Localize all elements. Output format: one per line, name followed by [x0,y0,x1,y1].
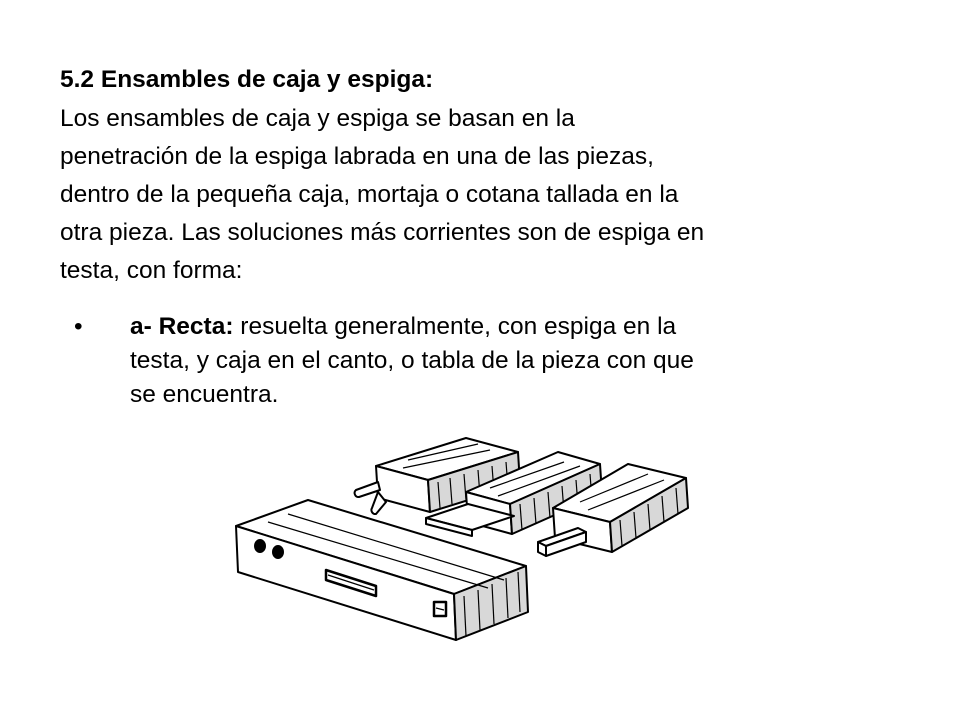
intro-line: dentro de la pequeña caja, mortaja o cotana tallada en la [60,181,679,208]
mortise-and-tenon-joints-illustration [228,430,698,650]
bullet-text-line: resuelta generalmente, con espiga en la [233,313,677,340]
bullet-item [60,310,920,412]
intro-line: otra pieza. Las soluciones más corrientes son de espiga en [60,219,705,246]
bullet-icon: • [74,313,83,340]
intro-paragraph [60,100,920,290]
bullet-text-line: se encuentra. [130,381,279,408]
section-heading: 5.2 Ensambles de caja y espiga: [60,66,434,93]
bullet-text-line: testa, y caja en el canto, o tabla de la pieza con que [130,347,694,374]
bullet-list [60,310,920,412]
intro-line: Los ensambles de caja y espiga se basan en la [60,105,575,132]
intro-line: penetración de la espiga labrada en una de las piezas, [60,143,654,170]
bullet-term: a- Recta: [130,313,234,340]
intro-line: testa, con forma: [60,257,243,284]
